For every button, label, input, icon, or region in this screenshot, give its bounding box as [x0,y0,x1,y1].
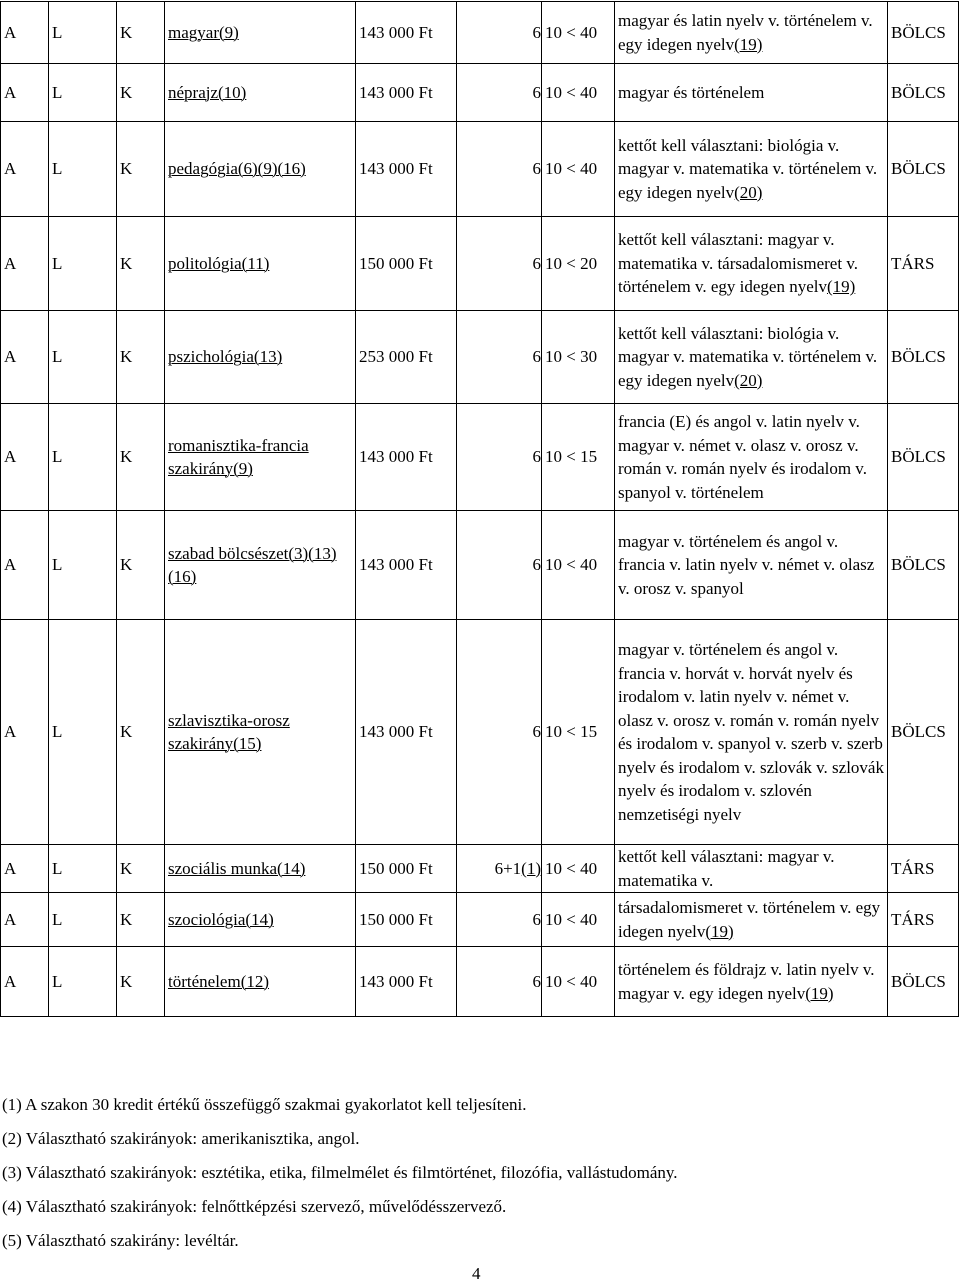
cell-subjects [615,2,888,64]
table-row [1,2,959,64]
footnote-link[interactable]: (20) [734,370,763,390]
cell-program-name [165,404,356,511]
table-row [1,122,959,217]
cell-capacity [457,217,542,311]
cell-level-k: K [117,311,165,404]
program-link[interactable]: szociológia(14) [168,909,274,929]
cell-faculty: BÖLCS [888,511,959,620]
cell-program-name [165,947,356,1017]
capacity-value: 6 [532,971,541,991]
cell-level-l: L [49,511,117,620]
capacity-value: 6 [532,82,541,102]
cell-tuition: 143 000 Ft [356,64,457,122]
cell-capacity [457,122,542,217]
cell-subjects [615,620,888,845]
footnote-link[interactable]: (1) [521,858,541,878]
subjects-text: magyar és latin nyelv v. történelem v. egy idegen nyelv [618,11,873,54]
cell-level-l: L [49,845,117,893]
table-row [1,64,959,122]
cell-level-k: K [117,620,165,845]
program-link[interactable]: pedagógia(6)(9)(16) [168,159,306,179]
cell-capacity [457,893,542,947]
program-table [0,1,959,1017]
cell-program-name [165,893,356,947]
cell-level-k: K [117,511,165,620]
cell-limit: 10 < 15 [542,404,615,511]
cell-level-k: K [117,122,165,217]
table-row [1,311,959,404]
cell-level-k: K [117,893,165,947]
cell-program-name [165,217,356,311]
cell-subjects [615,404,888,511]
subjects-text: társadalomismeret v. történelem v. egy idegen nyelv [618,898,881,941]
program-link[interactable]: szociális munka(14) [168,858,306,878]
program-link[interactable]: szlavisztika-orosz szakirány(15) [168,710,290,753]
cell-subjects [615,122,888,217]
table-row [1,620,959,845]
cell-program-name [165,620,356,845]
cell-level-k: K [117,64,165,122]
table-row [1,404,959,511]
subjects-text: francia (E) és angol v. latin nyelv v. magyar v. német v. olasz v. orosz v. román v. román nyelv és irodalom v. spanyol v. történelem [618,412,867,502]
cell-faculty: TÁRS [888,893,959,947]
cell-level-l: L [49,620,117,845]
cell-level-l: L [49,64,117,122]
cell-program-name [165,311,356,404]
cell-program-name [165,2,356,64]
cell-capacity [457,311,542,404]
cell-faculty: TÁRS [888,217,959,311]
footnote-link[interactable]: (19) [705,921,734,941]
subjects-text: kettőt kell választani: magyar v. matematika v. [618,847,835,890]
footnote-link[interactable]: (19) [826,277,856,297]
cell-level-k: K [117,217,165,311]
cell-program-name [165,64,356,122]
program-link[interactable]: romanisztika-francia szakirány(9) [168,435,309,478]
subjects-text: történelem és földrajz v. latin nyelv v. magyar v. egy idegen nyelv [618,960,875,1003]
footnote: (2) Választható szakirányok: amerikanisztika, angol. [2,1129,360,1148]
capacity-value: 6+1 [494,858,522,878]
cell-level-l: L [49,311,117,404]
cell-subjects [615,217,888,311]
cell-program-name [165,845,356,893]
cell-faculty: BÖLCS [888,947,959,1017]
footnote-link[interactable]: (19) [734,34,763,54]
subjects-text: magyar v. történelem és angol v. francia v. latin nyelv v. német v. olasz v. orosz v. spanyol [618,531,875,598]
cell-tuition: 150 000 Ft [356,217,457,311]
cell-faculty: BÖLCS [888,620,959,845]
cell-capacity [457,845,542,893]
cell-subjects [615,511,888,620]
cell-capacity [457,511,542,620]
cell-level-l: L [49,122,117,217]
table-row [1,511,959,620]
cell-level-l: L [49,947,117,1017]
page-number: 4 [472,1264,481,1283]
program-link[interactable]: magyar(9) [168,22,239,42]
footnotes [0,1093,958,1263]
cell-level-a: A [1,311,49,404]
cell-limit: 10 < 40 [542,2,615,64]
cell-level-a: A [1,893,49,947]
capacity-value: 6 [532,722,541,742]
cell-level-l: L [49,893,117,947]
cell-level-a: A [1,217,49,311]
subjects-text: kettőt kell választani: biológia v. magyar v. matematika v. történelem v. egy idegen nyelv [618,323,878,390]
subjects-text: kettőt kell választani: magyar v. matematika v. társadalomismeret v. történelem v. egy idegen nyelv [618,230,858,297]
cell-limit: 10 < 40 [542,64,615,122]
program-link[interactable]: szabad bölcsészet(3)(13)(16) [168,543,337,586]
cell-tuition: 253 000 Ft [356,311,457,404]
cell-level-a: A [1,2,49,64]
footnote: (5) Választható szakirány: levéltár. [2,1231,239,1250]
cell-faculty: BÖLCS [888,404,959,511]
cell-tuition: 150 000 Ft [356,845,457,893]
cell-tuition: 150 000 Ft [356,893,457,947]
cell-subjects [615,64,888,122]
cell-level-k: K [117,2,165,64]
cell-capacity [457,620,542,845]
table-row [1,217,959,311]
cell-subjects [615,893,888,947]
cell-program-name [165,122,356,217]
table-row [1,845,959,893]
table-row [1,893,959,947]
cell-limit: 10 < 40 [542,122,615,217]
cell-level-a: A [1,122,49,217]
cell-level-k: K [117,404,165,511]
capacity-value: 6 [532,909,541,929]
cell-tuition: 143 000 Ft [356,947,457,1017]
cell-capacity [457,64,542,122]
cell-program-name [165,511,356,620]
capacity-value: 6 [532,253,541,273]
cell-level-a: A [1,620,49,845]
cell-tuition: 143 000 Ft [356,511,457,620]
capacity-value: 6 [532,555,541,575]
cell-tuition: 143 000 Ft [356,404,457,511]
cell-limit: 10 < 15 [542,620,615,845]
cell-limit: 10 < 20 [542,217,615,311]
program-link[interactable]: politológia(11) [168,253,270,273]
cell-faculty: BÖLCS [888,64,959,122]
subjects-text: magyar és történelem [618,82,765,102]
cell-capacity [457,947,542,1017]
cell-limit: 10 < 40 [542,511,615,620]
table-row [1,947,959,1017]
capacity-value: 6 [532,159,541,179]
footnote-link[interactable]: (20) [734,182,763,202]
cell-level-l: L [49,404,117,511]
footnote: (4) Választható szakirányok: felnőttképzési szervező, művelődésszervező. [2,1197,507,1216]
cell-level-k: K [117,947,165,1017]
footnote: (1) A szakon 30 kredit értékű összefüggő szakmai gyakorlatot kell teljesíteni. [2,1095,527,1114]
footnote: (3) Választható szakirányok: esztétika, etika, filmelmélet és filmtörténet, filozófia, vallástudomány. [2,1163,678,1182]
program-link[interactable]: történelem(12) [168,971,270,991]
cell-faculty: BÖLCS [888,311,959,404]
cell-level-a: A [1,64,49,122]
cell-subjects [615,947,888,1017]
capacity-value: 6 [532,347,541,367]
cell-level-l: L [49,2,117,64]
cell-level-a: A [1,947,49,1017]
cell-capacity [457,404,542,511]
footnote-link[interactable]: (19) [805,983,834,1003]
cell-limit: 10 < 40 [542,893,615,947]
cell-tuition: 143 000 Ft [356,2,457,64]
cell-level-l: L [49,217,117,311]
cell-limit: 10 < 40 [542,947,615,1017]
cell-capacity [457,2,542,64]
program-link[interactable]: néprajz(10) [168,82,247,102]
capacity-value: 6 [532,22,541,42]
cell-level-a: A [1,845,49,893]
cell-faculty: BÖLCS [888,2,959,64]
cell-subjects [615,311,888,404]
cell-level-k: K [117,845,165,893]
cell-faculty: TÁRS [888,845,959,893]
cell-tuition: 143 000 Ft [356,122,457,217]
cell-limit: 10 < 30 [542,311,615,404]
subjects-text: magyar v. történelem és angol v. francia v. horvát v. horvát nyelv és irodalom v. latin nyelv v. német v. olasz v. orosz v. román v. román nyelv és irodalom v. spanyol v. szerb v. szerb nyelv és irodalom v. szlovák v. szlovák nyelv és irodalom v. szlovén nemzetiségi nyelv [618,640,884,824]
cell-limit: 10 < 40 [542,845,615,893]
program-link[interactable]: pszichológia(13) [168,347,283,367]
cell-tuition: 143 000 Ft [356,620,457,845]
capacity-value: 6 [532,447,541,467]
subjects-text: kettőt kell választani: biológia v. magyar v. matematika v. történelem v. egy idegen nyelv [618,135,878,202]
cell-subjects [615,845,888,893]
cell-level-a: A [1,511,49,620]
cell-faculty: BÖLCS [888,122,959,217]
cell-level-a: A [1,404,49,511]
